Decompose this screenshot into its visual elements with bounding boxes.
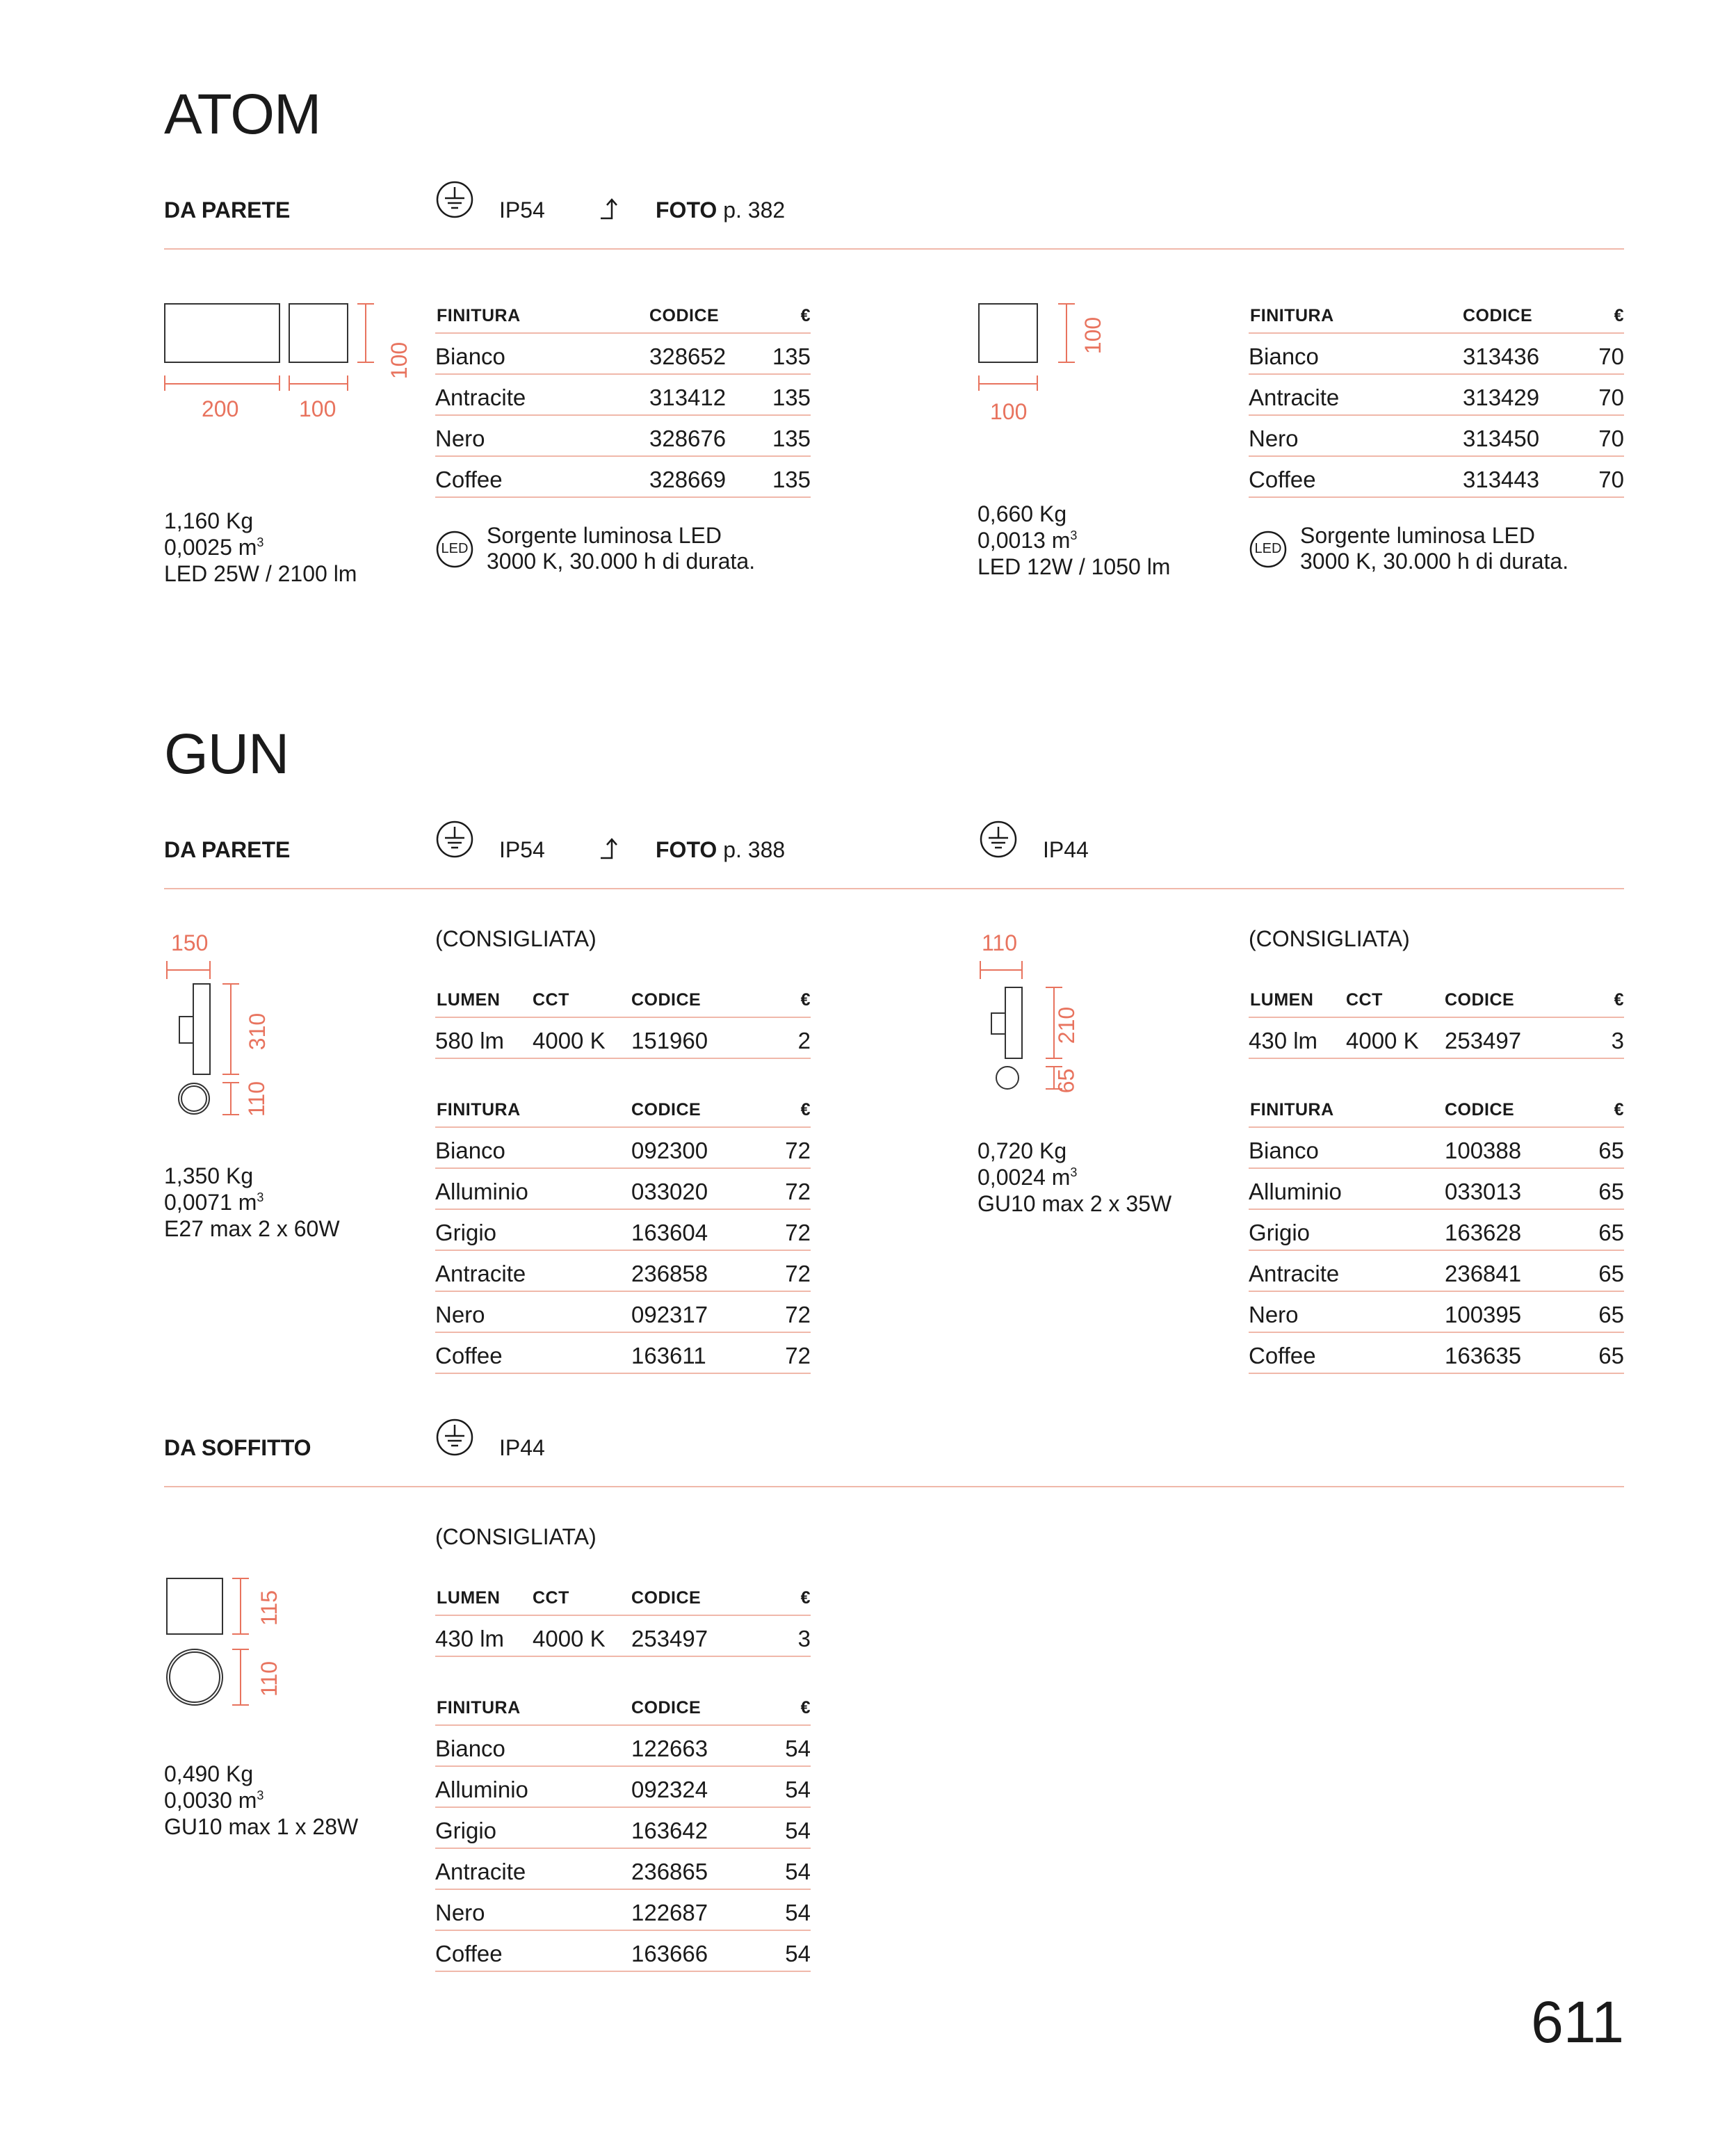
col-codice: CODICE	[631, 1588, 701, 1608]
foto-label: FOTO	[656, 197, 717, 223]
dim-height-110: 110	[257, 1660, 282, 1697]
spec-weight: 0,720 Kg	[977, 1138, 1067, 1163]
table-row: Antracite 236865 54	[435, 1849, 811, 1890]
dim-height-100: 100	[1080, 316, 1106, 355]
table-row: Alluminio 033020 72	[435, 1169, 811, 1210]
table-row: Nero 313450 70	[1249, 416, 1624, 457]
spec-volume: 0,0024 $m^3$	[977, 1165, 1078, 1190]
col-price: €	[800, 306, 811, 325]
table-row: Grigio 163628 65	[1249, 1210, 1624, 1251]
gun-title: GUN	[164, 722, 289, 786]
col-codice: CODICE	[631, 990, 701, 1010]
atom-title: ATOM	[164, 83, 321, 146]
col-codice: CODICE	[649, 306, 720, 325]
foto-page: p. 382	[723, 197, 786, 223]
ip-rating: IP54	[499, 197, 545, 223]
foto-page: p. 388	[723, 837, 786, 862]
recommended-label: (CONSIGLIATA)	[435, 1524, 597, 1549]
table-row: Antracite 236858 72	[435, 1251, 811, 1292]
col-codice: CODICE	[1445, 1100, 1515, 1120]
ip-rating: IP44	[499, 1435, 545, 1460]
ip-rating: IP54	[499, 837, 545, 862]
table-row: Coffee 163666 54	[435, 1931, 811, 1972]
spec-lamp: LED 12W / 1050 lm	[977, 554, 1171, 579]
atom-section-label: DA PARETE	[164, 197, 291, 223]
table-row: Antracite 313412 135	[435, 375, 811, 416]
dim-height-110: 110	[244, 1081, 270, 1117]
table-row: Coffee 163635 65	[1249, 1333, 1624, 1374]
led-badge: LED	[441, 541, 469, 556]
atom-v2-finish-table	[1249, 292, 1624, 498]
col-codice: CODICE	[631, 1100, 701, 1120]
col-cct: CCT	[533, 1588, 569, 1608]
dim-width-200: 200	[202, 396, 239, 421]
arrow-up-right-icon	[599, 836, 624, 861]
ground-symbol-icon	[979, 820, 1018, 859]
spec-weight: 0,490 Kg	[164, 1761, 254, 1786]
dim-height-100: 100	[387, 341, 412, 380]
col-price: €	[1614, 306, 1624, 325]
atom-v2-specs	[977, 501, 1170, 580]
table-row: Nero 122687 54	[435, 1890, 811, 1931]
ground-symbol-icon	[435, 820, 474, 859]
spec-lamp: E27 max 2 x 60W	[164, 1216, 340, 1241]
dim-width-100: 100	[299, 396, 336, 421]
led-note: Sorgente luminosa LED 3000 K, 30.000 h di durata.	[1300, 523, 1569, 574]
gun-wall-v1-finish-table	[435, 1086, 811, 1374]
divider	[164, 888, 1624, 889]
dim-top-150: 150	[171, 930, 209, 955]
atom-v1-specs	[164, 508, 357, 587]
table-row: Grigio 163642 54	[435, 1808, 811, 1849]
dim-height-210: 210	[1054, 1006, 1080, 1044]
gun-wall-v2-lamp-table	[1249, 976, 1624, 1059]
table-row: 580 lm 4000 K 151960 2	[435, 1018, 811, 1059]
col-price: €	[800, 1100, 811, 1120]
gun-wall-section-label: DA PARETE	[164, 837, 291, 862]
col-codice: CODICE	[631, 1698, 701, 1717]
gun-wall-small-dimension-drawing	[977, 953, 1117, 1113]
led-note: Sorgente luminosa LED 3000 K, 30.000 h di durata.	[487, 523, 756, 574]
spec-volume: 0,0013 $m^3$	[977, 528, 1078, 553]
col-finitura: FINITURA	[437, 306, 521, 325]
table-row: Bianco 100388 65	[1249, 1128, 1624, 1169]
table-row: Coffee 328669 135	[435, 457, 811, 498]
foto-reference[interactable]	[656, 199, 785, 221]
table-row: Nero 100395 65	[1249, 1292, 1624, 1333]
spec-lamp: LED 25W / 2100 lm	[164, 561, 357, 586]
divider	[164, 1486, 1624, 1487]
col-cct: CCT	[533, 990, 569, 1010]
dim-height-115: 115	[257, 1590, 282, 1626]
col-price: €	[800, 990, 811, 1010]
col-finitura: FINITURA	[1250, 306, 1334, 325]
table-row: Bianco 313436 70	[1249, 334, 1624, 375]
spec-lamp: GU10 max 1 x 28W	[164, 1814, 359, 1839]
col-lumen: LUMEN	[437, 990, 501, 1010]
col-lumen: LUMEN	[1250, 990, 1314, 1010]
spec-volume: 0,0071 $m^3$	[164, 1190, 264, 1215]
table-row: Grigio 163604 72	[435, 1210, 811, 1251]
gun-wall-v2-specs	[977, 1138, 1171, 1217]
table-row: Alluminio 092324 54	[435, 1767, 811, 1808]
col-lumen: LUMEN	[437, 1588, 501, 1608]
gun-wall-v2-finish-table	[1249, 1086, 1624, 1374]
foto-reference[interactable]	[656, 839, 785, 861]
col-price: €	[800, 1588, 811, 1608]
col-finitura: FINITURA	[1250, 1100, 1334, 1120]
spec-weight: 1,160 Kg	[164, 508, 254, 533]
ground-symbol-icon	[435, 1418, 474, 1457]
foto-label: FOTO	[656, 837, 717, 862]
table-row: 430 lm 4000 K 253497 3	[435, 1616, 811, 1657]
atom-v1-finish-table	[435, 292, 811, 498]
divider	[164, 248, 1624, 250]
ground-symbol-icon	[435, 180, 474, 219]
dim-height-310: 310	[245, 1012, 270, 1051]
atom-dimension-drawing	[164, 300, 394, 426]
table-row: Antracite 236841 65	[1249, 1251, 1624, 1292]
table-row: Nero 328676 135	[435, 416, 811, 457]
page-number: 611	[1531, 1989, 1624, 2055]
dim-top-110: 110	[982, 930, 1018, 955]
table-row: Bianco 092300 72	[435, 1128, 811, 1169]
gun-wall-dimension-drawing	[164, 953, 303, 1126]
table-row: 430 lm 4000 K 253497 3	[1249, 1018, 1624, 1059]
col-codice: CODICE	[1445, 990, 1515, 1010]
col-cct: CCT	[1346, 990, 1383, 1010]
col-price: €	[1614, 1100, 1624, 1120]
recommended-label: (CONSIGLIATA)	[1249, 926, 1410, 951]
recommended-label: (CONSIGLIATA)	[435, 926, 597, 951]
table-row: Coffee 163611 72	[435, 1333, 811, 1374]
gun-ceiling-finish-table	[435, 1684, 811, 1972]
dim-width-100: 100	[990, 399, 1028, 424]
col-finitura: FINITURA	[437, 1698, 521, 1717]
table-row: Bianco 122663 54	[435, 1726, 811, 1767]
spec-lamp: GU10 max 2 x 35W	[977, 1191, 1172, 1216]
dim-height-65: 65	[1053, 1068, 1079, 1094]
gun-ceiling-lamp-table	[435, 1574, 811, 1657]
col-price: €	[1614, 990, 1624, 1010]
table-row: Alluminio 033013 65	[1249, 1169, 1624, 1210]
gun-wall-v1-specs	[164, 1163, 340, 1242]
col-price: €	[800, 1698, 811, 1717]
spec-volume: 0,0025 $m^3$	[164, 535, 264, 560]
spec-weight: 0,660 Kg	[977, 501, 1067, 526]
table-row: Nero 092317 72	[435, 1292, 811, 1333]
spec-weight: 1,350 Kg	[164, 1163, 254, 1188]
led-badge: LED	[1254, 541, 1282, 556]
gun-ceiling-specs	[164, 1761, 358, 1840]
spec-volume: 0,0030 $m^3$	[164, 1788, 264, 1813]
table-row: Antracite 313429 70	[1249, 375, 1624, 416]
col-codice: CODICE	[1463, 306, 1533, 325]
arrow-up-right-icon	[599, 196, 624, 221]
gun-ceiling-section-label: DA SOFFITTO	[164, 1435, 311, 1460]
table-row: Coffee 313443 70	[1249, 457, 1624, 498]
table-row: Bianco 328652 135	[435, 334, 811, 375]
gun-wall-v1-lamp-table	[435, 976, 811, 1059]
col-finitura: FINITURA	[437, 1100, 521, 1120]
ip-rating: IP44	[1043, 837, 1089, 862]
